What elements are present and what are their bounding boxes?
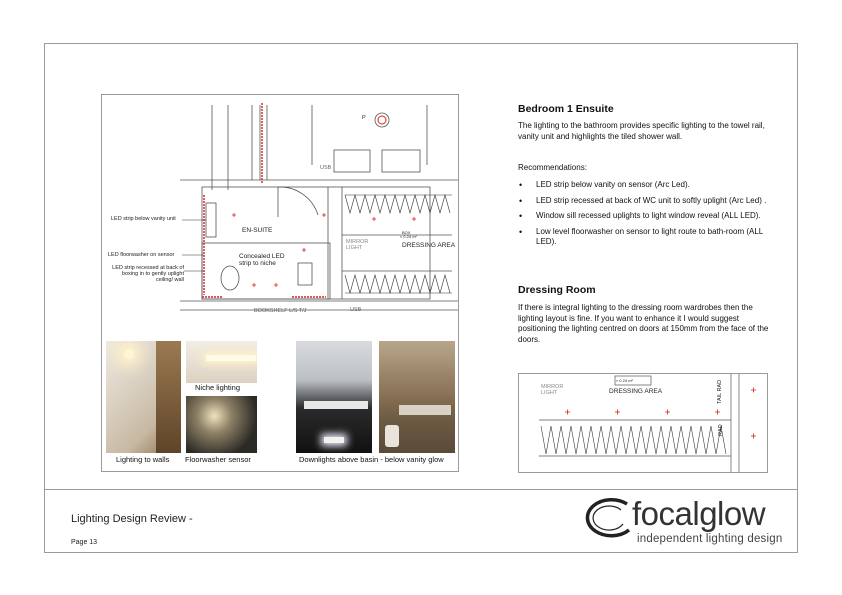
photo-floorwasher (186, 396, 257, 453)
label-concealed-led: Concealed LED strip to niche (239, 253, 285, 267)
caption-niche: Niche lighting (195, 383, 241, 392)
caption-walls: Lighting to walls (116, 455, 170, 464)
label-wc-strip: LED strip recessed at back of boxing in to gently uplight ceiling/ wall (112, 265, 184, 283)
footer-title: Lighting Design Review - (71, 513, 193, 525)
label-vanity-led: LED strip below vanity unit (111, 216, 176, 222)
label-dressing-area: DRESSING AREA (402, 242, 456, 249)
section1-title: Bedroom 1 Ensuite (518, 103, 614, 115)
mini-label-area: ≈ 0.24 m² (616, 378, 633, 383)
page-number: Page 13 (71, 539, 98, 546)
photo-basin (296, 341, 372, 453)
label-floorwasher: LED floorwasher on sensor (108, 252, 175, 258)
plan-panel (101, 94, 459, 472)
bullet-item: • LED strip recessed at back of WC unit to softly uplight (Arc Led) . (518, 196, 768, 207)
bullet-item: • LED strip below vanity on sensor (Arc Led). (518, 180, 768, 191)
label-box-area: ≈ 0.24 m² (400, 234, 417, 239)
bullet-item: • Low level floorwasher on sensor to light route to bath-room (ALL LED). (518, 227, 768, 248)
section2-body: If there is integral lighting to the dressing room wardrobes then the lighting layout is fine. If you want to enhance it I would suggest positioning the lighting centred on doors at 150mm from the face of the doors. (518, 303, 769, 344)
section1-body: The lighting to the bathroom provides specific lighting to the towel rail, vanity unit and highlights the tiled shower wall. (518, 121, 765, 141)
caption-downlights: Downlights above basin - below vanity glow (299, 455, 444, 464)
label-usb-lower: USB (350, 307, 362, 313)
photo-vanity (379, 341, 455, 453)
photo-niche (186, 341, 257, 383)
logo-tagline: independent lighting design (637, 533, 783, 545)
footer-divider (44, 489, 798, 490)
dressing-mini-plan (518, 373, 768, 473)
label-usb: USB (320, 165, 332, 171)
caption-floorwasher: Floorwasher sensor (185, 455, 251, 464)
label-p: P (362, 115, 366, 121)
mini-label-dressing: DRESSING AREA (609, 388, 663, 395)
mini-label-rad: RAD (718, 424, 724, 436)
recommendations-label: Recommendations: (518, 163, 587, 172)
label-ensuite: EN-SUITE (242, 227, 273, 234)
photo-wall-lighting (106, 341, 181, 453)
mini-label-tail-rad: TAIL RAD (717, 379, 723, 404)
mini-label-mirror: MIRROR LIGHT (541, 384, 564, 396)
label-box: BOX (402, 230, 411, 235)
focalglow-logo-icon (577, 496, 633, 540)
logo-wordmark: focalglow (632, 495, 766, 532)
section2-title: Dressing Room (518, 284, 596, 296)
label-bookshelf: BOOKSHELF L/S T/J (254, 308, 307, 314)
recommendations-list (518, 180, 768, 253)
label-mirror-light: MIRROR LIGHT (346, 239, 369, 251)
bullet-item: • Window sill recessed uplights to light window reveal (ALL LED). (518, 211, 768, 222)
